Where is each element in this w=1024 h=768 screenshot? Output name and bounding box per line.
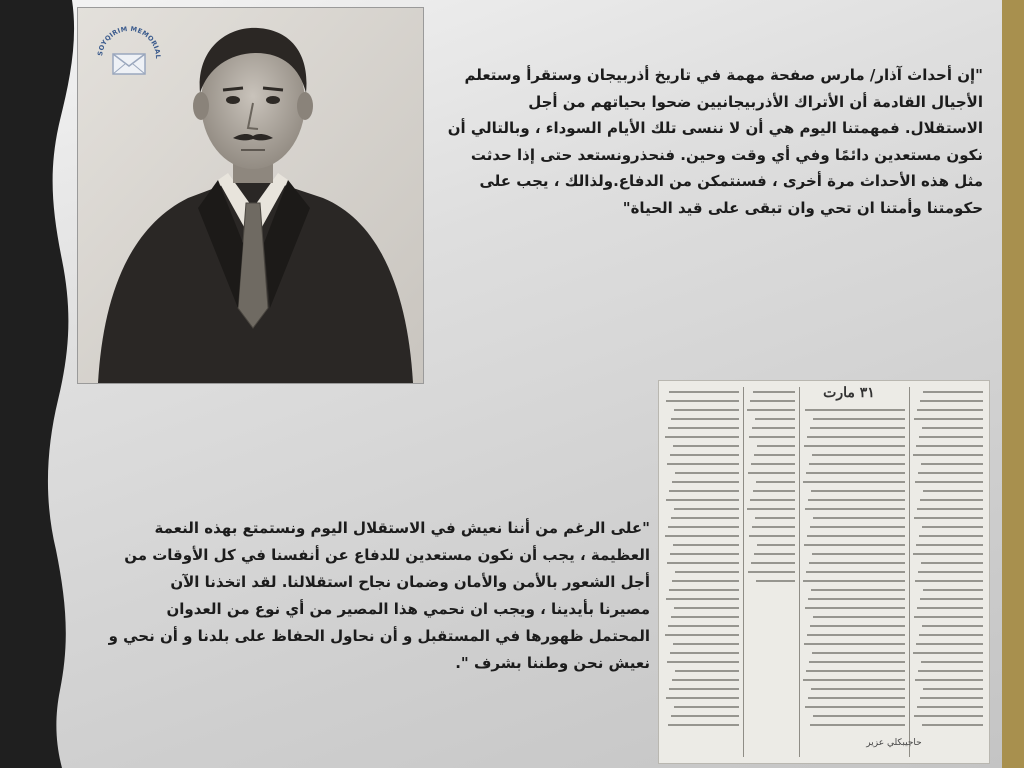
- newspaper-print-line: [752, 526, 795, 528]
- newspaper-print-line: [665, 436, 739, 438]
- newspaper-print-line: [915, 679, 983, 681]
- newspaper-print-line: [923, 688, 983, 690]
- logo-label: SOYQIRIM MEMORIAL: [96, 24, 163, 60]
- newspaper-print-line: [756, 481, 795, 483]
- newspaper-print-line: [808, 499, 905, 501]
- newspaper-print-line: [671, 418, 739, 420]
- newspaper-print-line: [922, 625, 983, 627]
- newspaper-print-line: [811, 589, 905, 591]
- newspaper-print-line: [670, 553, 739, 555]
- newspaper-print-line: [668, 427, 739, 429]
- newspaper-print-line: [805, 706, 905, 708]
- newspaper-print-line: [810, 724, 905, 726]
- newspaper-print-line: [671, 715, 739, 717]
- newspaper-print-line: [674, 409, 739, 411]
- newspaper-print-line: [750, 400, 795, 402]
- right-accent-band: [1002, 0, 1024, 768]
- newspaper-print-line: [665, 634, 739, 636]
- quote-bottom: [90, 515, 650, 677]
- newspaper-print-line: [919, 436, 983, 438]
- quote-top: [438, 62, 983, 221]
- newspaper-print-line: [917, 706, 983, 708]
- newspaper-print-line: [920, 499, 983, 501]
- newspaper-print-line: [914, 616, 983, 618]
- svg-text:SOYQIRIM MEMORIAL KOMPLEKSI: [88, 12, 162, 59]
- newspaper-print-line: [675, 472, 739, 474]
- newspaper-masthead: ۳۱ مارت: [823, 385, 875, 401]
- newspaper-print-line: [669, 490, 739, 492]
- newspaper-print-line: [921, 562, 983, 564]
- newspaper-print-line: [670, 652, 739, 654]
- newspaper-print-line: [918, 472, 983, 474]
- newspaper-print-line: [918, 571, 983, 573]
- newspaper-print-line: [921, 463, 983, 465]
- newspaper-column-rule: [743, 387, 744, 757]
- newspaper-print-line: [919, 535, 983, 537]
- quote-top-line: مثل هذه الأحداث مرة أخرى ، فسنتمكن من الدفاع.ولذالك ، يجب على: [479, 172, 983, 190]
- newspaper-print-line: [813, 517, 905, 519]
- newspaper-print-line: [920, 697, 983, 699]
- newspaper-print-line: [752, 427, 795, 429]
- quote-bottom-line: العظيمة ، يجب أن نكون مستعدين للدفاع عن أنفسنا في كل الأوقات من: [124, 546, 650, 564]
- newspaper-print-line: [675, 571, 739, 573]
- newspaper-print-line: [810, 526, 905, 528]
- newspaper-print-line: [672, 679, 739, 681]
- newspaper-column-rule: [799, 387, 800, 757]
- newspaper-print-line: [922, 427, 983, 429]
- newspaper-print-line: [756, 580, 795, 582]
- newspaper-print-line: [674, 508, 739, 510]
- newspaper-print-line: [921, 661, 983, 663]
- newspaper-print-line: [757, 445, 795, 447]
- newspaper-print-line: [803, 481, 905, 483]
- newspaper-print-line: [806, 571, 905, 573]
- envelope-icon: [113, 54, 145, 74]
- newspaper-print-line: [807, 436, 905, 438]
- newspaper-print-line: [914, 517, 983, 519]
- newspaper-print-line: [813, 616, 905, 618]
- newspaper-print-line: [805, 508, 905, 510]
- newspaper-print-line: [809, 661, 905, 663]
- newspaper-print-line: [805, 409, 905, 411]
- newspaper-print-line: [808, 598, 905, 600]
- quote-bottom-line: "على الرغم من أننا نعيش في الاستقلال اليوم ونستمتع بهذه النعمة: [154, 519, 650, 537]
- newspaper-print-line: [915, 481, 983, 483]
- quote-bottom-line: المحتمل ظهورها في المستقبل و أن نحاول الحفاظ على بلدنا و أن نحي و: [108, 627, 650, 645]
- newspaper-print-line: [757, 544, 795, 546]
- newspaper-print-line: [913, 652, 983, 654]
- newspaper-print-line: [755, 517, 795, 519]
- newspaper-print-line: [915, 580, 983, 582]
- newspaper-print-line: [674, 607, 739, 609]
- newspaper-print-line: [807, 535, 905, 537]
- newspaper-print-line: [807, 634, 905, 636]
- newspaper-print-line: [809, 562, 905, 564]
- newspaper-print-line: [919, 634, 983, 636]
- newspaper-print-line: [673, 445, 739, 447]
- newspaper-print-line: [675, 670, 739, 672]
- newspaper-print-line: [812, 652, 905, 654]
- newspaper-print-line: [914, 715, 983, 717]
- newspaper-print-line: [812, 454, 905, 456]
- newspaper-print-line: [753, 391, 795, 393]
- newspaper-print-line: [813, 418, 905, 420]
- newspaper-print-line: [923, 391, 983, 393]
- newspaper-print-line: [751, 562, 795, 564]
- newspaper-print-line: [747, 508, 795, 510]
- newspaper-print-line: [803, 679, 905, 681]
- newspaper-print-line: [808, 697, 905, 699]
- newspaper-print-line: [923, 589, 983, 591]
- quote-top-line: "إن أحداث آذار/ مارس صفحة مهمة في تاريخ أذربيجان وستقرأ وستعلم: [464, 66, 983, 84]
- newspaper-print-line: [811, 490, 905, 492]
- newspaper-print-line: [673, 544, 739, 546]
- newspaper-print-line: [809, 463, 905, 465]
- newspaper-print-line: [804, 445, 905, 447]
- newspaper-print-line: [670, 454, 739, 456]
- newspaper-print-line: [806, 670, 905, 672]
- newspaper-print-line: [674, 706, 739, 708]
- newspaper-print-line: [669, 589, 739, 591]
- newspaper-print-line: [672, 481, 739, 483]
- newspaper-print-line: [673, 643, 739, 645]
- newspaper-print-line: [748, 571, 795, 573]
- newspaper-print-line: [668, 526, 739, 528]
- newspaper-print-line: [812, 553, 905, 555]
- newspaper-print-line: [922, 724, 983, 726]
- newspaper-print-line: [813, 715, 905, 717]
- newspaper-print-line: [666, 697, 739, 699]
- newspaper-print-line: [666, 400, 739, 402]
- newspaper-print-line: [804, 544, 905, 546]
- newspaper-print-line: [811, 688, 905, 690]
- newspaper-print-line: [669, 391, 739, 393]
- newspaper-print-line: [669, 688, 739, 690]
- newspaper-print-line: [666, 598, 739, 600]
- newspaper-print-line: [810, 427, 905, 429]
- newspaper-signature: حاجيبكلي عزير: [866, 738, 922, 748]
- newspaper-print-line: [916, 445, 983, 447]
- newspaper-print-line: [920, 598, 983, 600]
- newspaper-clipping: [658, 380, 990, 764]
- quote-bottom-line: أجل الشعور بالأمن والأمان وضمان نجاح استقلالنا. لقد اتخذنا الآن: [170, 573, 650, 591]
- quote-top-line: الاستقلال. فمهمتنا اليوم هي أن لا ننسى تلك الأيام السوداء ، وبالتالي أن: [447, 119, 983, 137]
- newspaper-print-line: [667, 661, 739, 663]
- newspaper-print-line: [806, 472, 905, 474]
- newspaper-print-line: [803, 580, 905, 582]
- quote-top-line: حكومتنا وأمتنا ان تحي وان تبقى على قيد الحياة": [622, 198, 983, 217]
- newspaper-print-line: [748, 472, 795, 474]
- newspaper-print-line: [754, 553, 795, 555]
- newspaper-print-line: [754, 454, 795, 456]
- newspaper-print-line: [917, 508, 983, 510]
- newspaper-print-line: [920, 400, 983, 402]
- newspaper-print-line: [750, 499, 795, 501]
- newspaper-print-line: [805, 607, 905, 609]
- quote-top-line: نكون مستعدين دائمًا وفي أي وقت وحين. فنحذرونستعد حتى إذا حدثت: [470, 145, 983, 164]
- newspaper-print-line: [922, 526, 983, 528]
- newspaper-print-line: [668, 724, 739, 726]
- newspaper-print-line: [753, 490, 795, 492]
- newspaper-print-line: [810, 625, 905, 627]
- newspaper-print-line: [914, 418, 983, 420]
- newspaper-print-line: [665, 535, 739, 537]
- memorial-logo: [88, 12, 170, 94]
- newspaper-print-line: [749, 535, 795, 537]
- quote-bottom-line: نعيش نحن وطننا بشرف ".: [455, 654, 650, 672]
- newspaper-print-line: [667, 463, 739, 465]
- newspaper-print-line: [918, 670, 983, 672]
- newspaper-print-line: [755, 418, 795, 420]
- newspaper-column-rule: [909, 387, 910, 757]
- newspaper-print-line: [913, 454, 983, 456]
- newspaper-print-line: [671, 517, 739, 519]
- newspaper-print-line: [917, 607, 983, 609]
- newspaper-print-line: [671, 616, 739, 618]
- newspaper-print-line: [672, 580, 739, 582]
- quote-bottom-line: مصيرنا بأيدينا ، ويجب ان نحمي هذا المصير من أي نوع من العدوان: [166, 600, 650, 618]
- newspaper-print-line: [913, 553, 983, 555]
- newspaper-print-line: [804, 643, 905, 645]
- newspaper-print-line: [747, 409, 795, 411]
- newspaper-print-line: [668, 625, 739, 627]
- newspaper-print-line: [749, 436, 795, 438]
- quote-top-line: الأجيال القادمة أن الأتراك الأذربيجانيين ضحوا بحياتهم من أجل: [528, 92, 983, 111]
- newspaper-print-line: [667, 562, 739, 564]
- newspaper-print-line: [666, 499, 739, 501]
- newspaper-print-line: [751, 463, 795, 465]
- newspaper-print-line: [916, 643, 983, 645]
- newspaper-print-line: [917, 409, 983, 411]
- newspaper-print-line: [923, 490, 983, 492]
- newspaper-print-line: [916, 544, 983, 546]
